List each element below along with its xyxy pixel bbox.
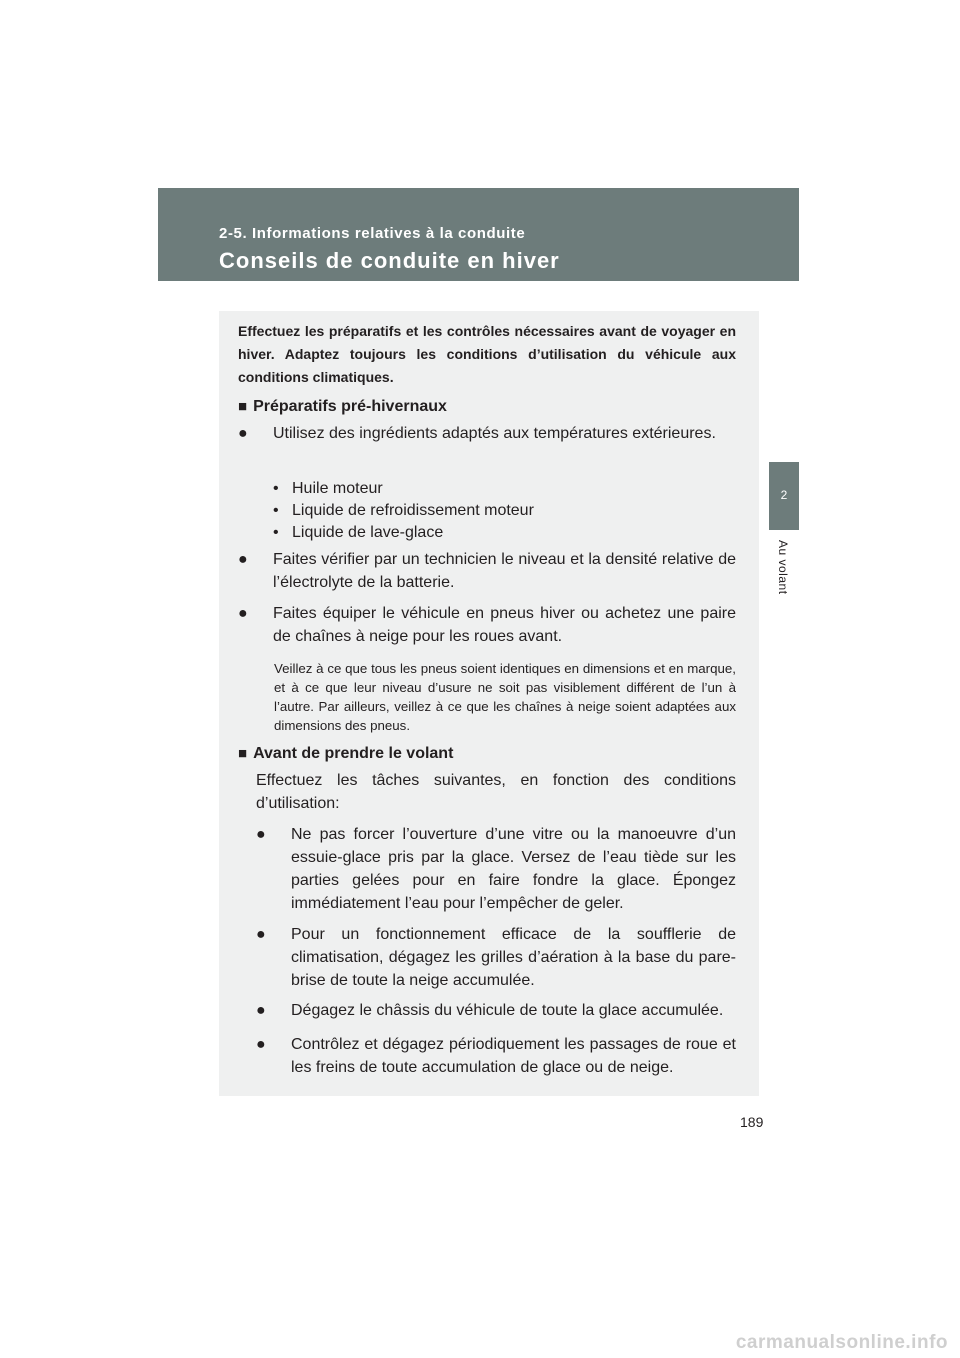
list-item-text: Utilisez des ingrédients adaptés aux températures extérieures.: [273, 425, 716, 442]
list-item: [238, 602, 736, 648]
bullet-icon: ●: [256, 1002, 266, 1019]
list-item: [238, 422, 736, 445]
list-item: [256, 923, 736, 992]
list-item-text: Dégagez le châssis du véhicule de toute la glace accumulée.: [291, 1002, 724, 1019]
bullet-icon: ●: [238, 425, 248, 442]
sub-bullet-icon: •: [273, 502, 279, 519]
list-item-text: Pour un fonctionnement efficace de la soufflerie de climatisation, dégagez les grilles d’aération à la base du pare-brise de toute la neige accumulée.: [291, 926, 736, 989]
page-number: 189: [740, 1114, 764, 1130]
bullet-icon: ●: [238, 605, 248, 622]
list-item: [256, 823, 736, 915]
content-box: [219, 311, 759, 1096]
list-item-text: Contrôlez et dégagez périodiquement les passages de roue et les freins de toute accumulation de glace ou de neige.: [291, 1036, 736, 1076]
section-intro: Effectuez les tâches suivantes, en fonction des conditions d’utilisation:: [256, 772, 736, 812]
sub-list-item: [273, 521, 443, 544]
sub-bullet-icon: •: [273, 480, 279, 497]
square-bullet-icon: ■: [238, 745, 248, 762]
chapter-tab-label: Au volant: [776, 540, 790, 595]
bullet-icon: ●: [256, 826, 266, 843]
chapter-header: [158, 188, 799, 281]
square-bullet-icon: ■: [238, 398, 248, 415]
sub-list-item-text: Liquide de refroidissement moteur: [292, 502, 534, 519]
section-label: 2-5. Informations relatives à la conduite: [219, 225, 526, 242]
sub-list-item: [273, 477, 383, 500]
section-heading-before-driving: [238, 744, 453, 764]
list-item-text: Faites équiper le véhicule en pneus hiver ou achetez une paire de chaînes à neige pour les roues avant.: [273, 605, 736, 645]
page-title: Conseils de conduite en hiver: [219, 248, 560, 273]
sub-list-item: [273, 499, 534, 522]
chapter-tab: [769, 462, 799, 530]
section-heading-text: Préparatifs pré-hivernaux: [253, 398, 447, 415]
sub-bullet-icon: •: [273, 524, 279, 541]
sub-list-item-text: Liquide de lave-glace: [292, 524, 444, 541]
list-item: [256, 1033, 736, 1079]
section-heading-preparation: [238, 397, 447, 417]
list-item: [238, 548, 736, 594]
watermark: carmanualsonline.info: [735, 1332, 948, 1353]
note-paragraph: Veillez à ce que tous les pneus soient identiques en dimensions et en marque, et à ce que leur niveau d’usure ne soit pas visiblement différent de l’un à l’autre. Par ailleurs, veillez à ce que les chaînes à neige soient adaptées aux dimensions des pneus.: [274, 661, 736, 733]
bullet-icon: ●: [256, 1036, 266, 1053]
bullet-icon: ●: [256, 926, 266, 943]
sub-list-item-text: Huile moteur: [292, 480, 383, 497]
bullet-icon: ●: [238, 551, 248, 568]
chapter-number: 2: [780, 488, 788, 502]
section-heading-text: Avant de prendre le volant: [253, 745, 454, 762]
list-item: [256, 999, 736, 1022]
list-item-text: Ne pas forcer l’ouverture d’une vitre ou la manoeuvre d’un essuie-glace pris par la glace. Versez de l’eau tiède sur les parties gelées pour en faire fondre la glace. Épongez immédiatement l’eau pour l’empêcher de geler.: [291, 826, 736, 912]
list-item-text: Faites vérifier par un technicien le niveau et la densité relative de l’électrolyte de la batterie.: [273, 551, 736, 591]
intro-paragraph: Effectuez les préparatifs et les contrôles nécessaires avant de voyager en hiver. Adaptez toujours les conditions d’utilisation du véhicule aux conditions climatiques.: [238, 323, 736, 385]
